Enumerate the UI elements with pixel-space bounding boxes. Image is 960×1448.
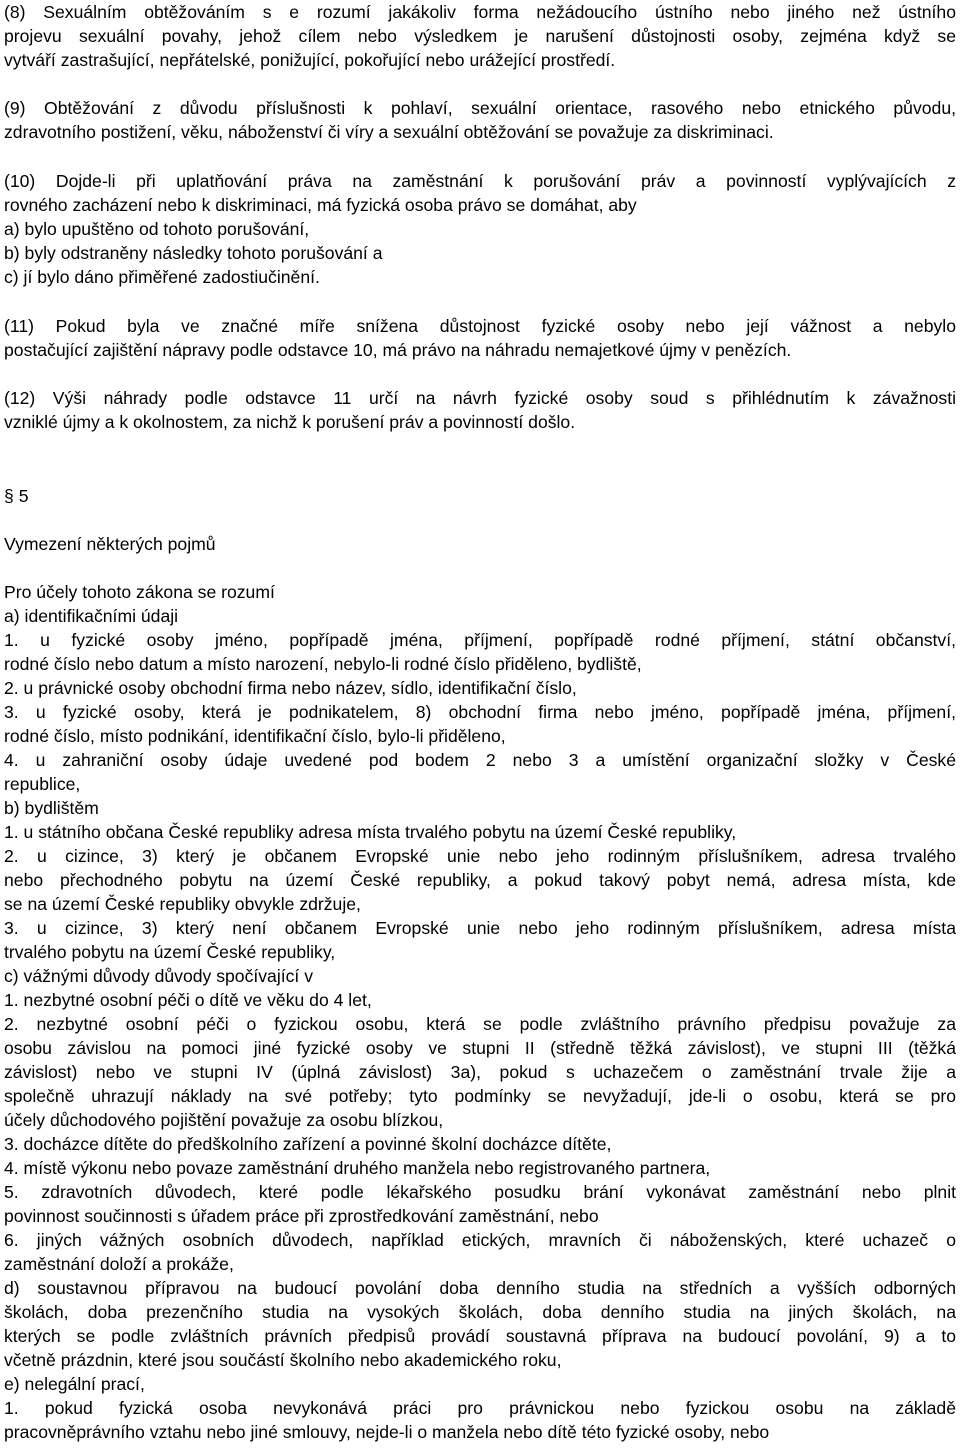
paragraph-11-line: (11) Pokud byla ve značné míře snížena důstojnost fyzické osoby nebo její vážnost a nebylo bbox=[4, 316, 956, 336]
definition-line: 2. u právnické osoby obchodní firma nebo název, sídlo, identifikační číslo, bbox=[4, 678, 577, 698]
paragraph-9-line: (9) Obtěžování z důvodu příslušnosti k pohlaví, sexuální orientace, rasového nebo etnického původu, bbox=[4, 98, 956, 118]
definition-line: účely důchodového pojištění považuje za osobu blízkou, bbox=[4, 1110, 444, 1130]
section-heading bbox=[4, 484, 28, 508]
paragraph-10-line: (10) Dojde-li při uplatňování práva na zaměstnání k porušování práv a povinností vyplývajících z bbox=[4, 171, 956, 191]
definition-line: včetně prázdnin, které jsou součástí školního nebo akademického roku, bbox=[4, 1350, 562, 1370]
definition-line: 3. docházce dítěte do předškolního zařízení a povinné školní docházce dítěte, bbox=[4, 1134, 612, 1154]
definition-line: trvalého pobytu na území České republiky, bbox=[4, 942, 336, 962]
definition-line: školách, doba prezenčního studia na vysokých školách, doba denního studia na jiných školách, na bbox=[4, 1302, 956, 1322]
definition-line: republice, bbox=[4, 774, 81, 794]
paragraph-12-line: (12) Výši náhrady podle odstavce 11 určí na návrh fyzické osoby soud s přihlédnutím k závažnosti bbox=[4, 388, 956, 408]
definition-line: b) bydlištěm bbox=[4, 798, 99, 818]
paragraph-9-line: zdravotního postižení, věku, náboženství či víry a sexuální obtěžování se považuje za diskriminaci. bbox=[4, 122, 774, 142]
definition-line: osobu závislou na pomoci jiné fyzické osoby ve stupni II (středně těžká závislost), ve stupni III (těžká bbox=[4, 1038, 956, 1058]
definition-line: a) identifikačními údaji bbox=[4, 606, 179, 626]
definition-line: závislost) nebo ve stupni IV (úplná závislost) 3a), pokud s uchazečem o zaměstnání trvale žije a bbox=[4, 1062, 956, 1082]
paragraph-8-line: (8) Sexuálním obtěžováním s e rozumí jakákoliv forma nežádoucího ústního nebo jiného než ústního bbox=[4, 2, 956, 22]
definition-line: c) vážnými důvody důvody spočívající v bbox=[4, 966, 313, 986]
definition-line: 4. místě výkonu nebo povaze zaměstnání druhého manžela nebo registrovaného partnera, bbox=[4, 1158, 711, 1178]
section-symbol: § bbox=[4, 486, 14, 506]
definition-line: se na území České republiky obvykle zdržuje, bbox=[4, 894, 361, 914]
definition-line: Pro účely tohoto zákona se rozumí bbox=[4, 582, 275, 602]
definition-line: kterých se podle zvláštních právních předpisů provádí soustavná příprava na budoucí povolání, 9) a to bbox=[4, 1326, 956, 1346]
paragraph-10-line: c) jí bylo dáno přiměřené zadostiučinění. bbox=[4, 267, 320, 287]
definition-line: 1. u státního občana České republiky adresa místa trvalého pobytu na území České republiky, bbox=[4, 822, 737, 842]
definition-line: rodné číslo, místo podnikání, identifikační číslo, bylo-li přiděleno, bbox=[4, 726, 506, 746]
definition-line: 3. u fyzické osoby, která je podnikatelem, 8) obchodní firma nebo jméno, popřípadě jména, příjmení, bbox=[4, 702, 956, 722]
definition-line: 4. u zahraniční osoby údaje uvedené pod bodem 2 nebo 3 a umístění organizační složky v České bbox=[4, 750, 956, 770]
definition-line: pracovněprávního vztahu nebo jiné smlouvy, nejde-li o manžela nebo dítě této fyzické osoby, nebo bbox=[4, 1422, 770, 1442]
section-number: 5 bbox=[18, 486, 29, 506]
paragraph-12-line: vzniklé újmy a k okolnostem, za nichž k porušení práv a povinností došlo. bbox=[4, 412, 576, 432]
definition-line: 1. u fyzické osoby jméno, popřípadě jména, příjmení, popřípadě rodné příjmení, státní občanství, bbox=[4, 630, 956, 650]
definition-line: 2. u cizince, 3) který je občanem Evropské unie nebo jeho rodinným příslušníkem, adresa trvalého bbox=[4, 846, 956, 866]
definition-line: 1. pokud fyzická osoba nevykonává práci pro právnickou nebo fyzickou osobu na základě bbox=[4, 1398, 956, 1418]
definition-line: 5. zdravotních důvodech, které podle lékařského posudku brání vykonávat zaměstnání nebo plnit bbox=[4, 1182, 956, 1202]
definition-line: zaměstnání doloží a prokáže, bbox=[4, 1254, 234, 1274]
definition-line: povinnost součinnosti s úřadem práce při zprostředkování zaměstnání, nebo bbox=[4, 1206, 599, 1226]
paragraph-8-line: vytváří zastrašující, nepřátelské, ponižující, pokořující nebo urážející prostředí. bbox=[4, 50, 616, 70]
section-title: Vymezení některých pojmů bbox=[4, 534, 216, 554]
definition-line: 6. jiných vážných osobních důvodech, například etických, mravních či náboženských, které uchazeč o bbox=[4, 1230, 956, 1250]
definition-line: 1. nezbytné osobní péči o dítě ve věku do 4 let, bbox=[4, 990, 372, 1010]
definition-line: nebo přechodného pobytu na území České republiky, a pokud takový pobyt nemá, adresa místa, kde bbox=[4, 870, 956, 890]
definition-line: 3. u cizince, 3) který není občanem Evropské unie nebo jeho rodinným příslušníkem, adresa místa bbox=[4, 918, 956, 938]
paragraph-10-line: b) byly odstraněny následky tohoto porušování a bbox=[4, 243, 383, 263]
paragraph-8-line: projevu sexuální povahy, jehož cílem nebo výsledkem je narušení důstojnosti osoby, zejména když se bbox=[4, 26, 956, 46]
definition-line: rodné číslo nebo datum a místo narození, nebylo-li rodné číslo přiděleno, bydliště, bbox=[4, 654, 642, 674]
paragraph-11-line: postačující zajištění nápravy podle odstavce 10, má právo na náhradu nemajetkové újmy v penězích. bbox=[4, 340, 792, 360]
definition-line: d) soustavnou přípravou na budoucí povolání doba denního studia na středních a vyšších odborných bbox=[4, 1278, 956, 1298]
paragraph-10-line: a) bylo upuštěno od tohoto porušování, bbox=[4, 219, 310, 239]
definition-line: e) nelegální prací, bbox=[4, 1374, 145, 1394]
definition-line: 2. nezbytné osobní péči o fyzickou osobu, která se podle zvláštního právního předpisu považuje za bbox=[4, 1014, 956, 1034]
definition-line: společně uhrazují náklady na své potřeby; tyto podmínky se nevyžadují, jde-li o osobu, která se pro bbox=[4, 1086, 956, 1106]
paragraph-10-line: rovného zacházení nebo k diskriminaci, má fyzická osoba právo se domáhat, aby bbox=[4, 195, 637, 215]
